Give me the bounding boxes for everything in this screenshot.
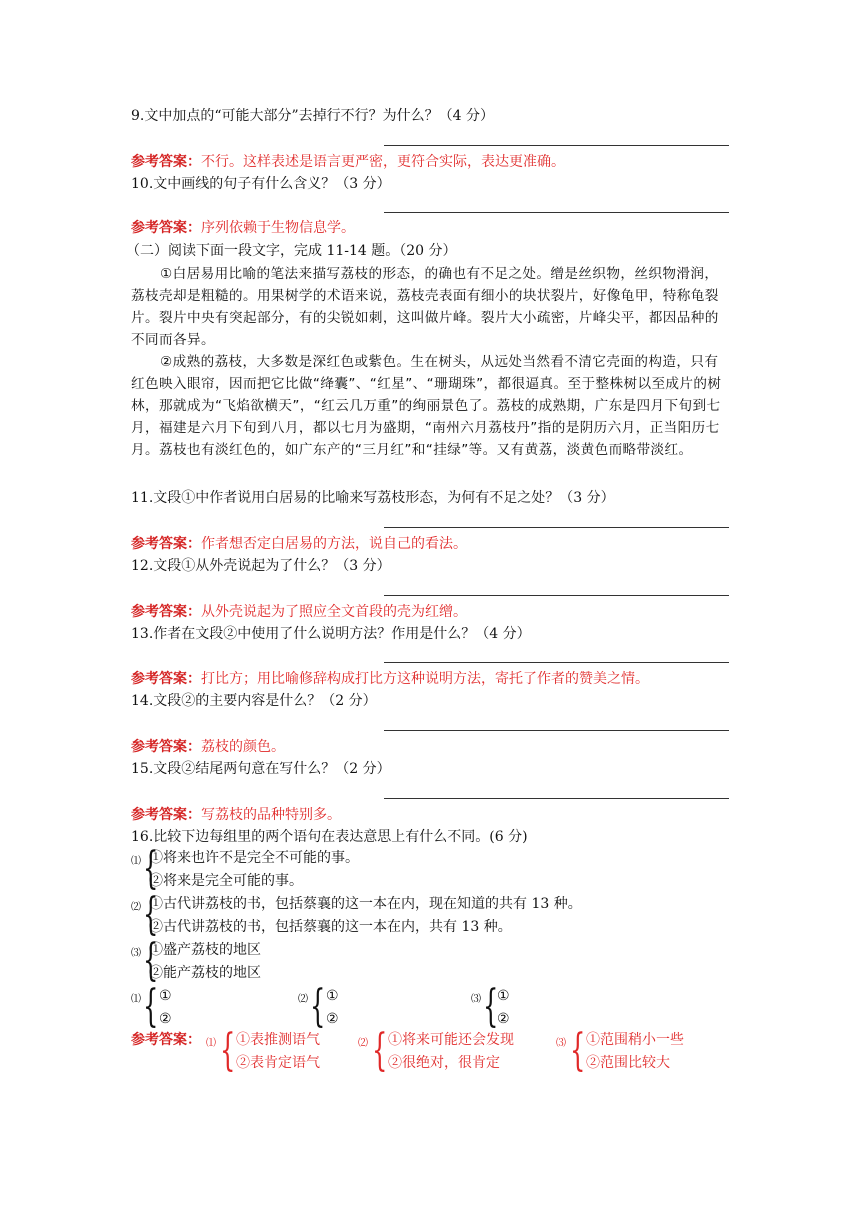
group-number: ⑴ bbox=[131, 994, 141, 1005]
sentence-b: ②能产荔枝的地区 bbox=[149, 965, 261, 981]
sentence-a: ①将来也许不是完全不可能的事。 bbox=[149, 850, 359, 866]
answer-a: ①表推测语气 bbox=[236, 1032, 320, 1048]
blank-b: ② bbox=[159, 1011, 172, 1027]
answer-text: 写荔枝的品种特别多。 bbox=[201, 807, 341, 823]
answer-a: ①将来可能还会发现 bbox=[388, 1032, 514, 1048]
passage-paragraph-2 bbox=[131, 351, 731, 461]
question-13: 13.作者在文段②中使用了什么说明方法？作用是什么？（4 分） bbox=[131, 626, 531, 642]
answer-9 bbox=[131, 152, 565, 172]
brace-icon: { bbox=[143, 889, 159, 940]
blank-a: ① bbox=[326, 988, 339, 1004]
sentence-a: ①盛产荔枝的地区 bbox=[149, 942, 261, 958]
group-number: ⑶ bbox=[471, 994, 481, 1005]
blank-group-3 bbox=[471, 981, 611, 1032]
answer-label: 参考答案： bbox=[131, 220, 201, 236]
answer-group-2 bbox=[358, 1025, 538, 1076]
answer-line-13 bbox=[384, 662, 729, 663]
question-12: 12.文段①从外壳说起为了什么？（3 分） bbox=[131, 558, 391, 574]
blank-a: ① bbox=[497, 988, 510, 1004]
sentence-a: ①古代讲荔枝的书，包括蔡襄的这一本在内，现在知道的共有 13 种。 bbox=[149, 896, 582, 912]
brace-icon: { bbox=[372, 1025, 388, 1076]
answer-label: 参考答案： bbox=[131, 807, 201, 823]
question-15: 15.文段②结尾两句意在写什么？（2 分） bbox=[131, 761, 391, 777]
section-heading: （二）阅读下面一段文字，完成 11-14 题。（20 分） bbox=[126, 243, 457, 259]
answer-label: 参考答案： bbox=[131, 739, 201, 755]
question-14: 14.文段②的主要内容是什么？（2 分） bbox=[131, 693, 377, 709]
answer-label: 参考答案： bbox=[131, 1032, 201, 1048]
answer-b: ②表肯定语气 bbox=[236, 1055, 320, 1071]
brace-icon: { bbox=[310, 981, 326, 1032]
blank-group-2 bbox=[298, 981, 438, 1032]
answer-b: ②范围比较大 bbox=[586, 1055, 670, 1071]
comparison-group-3 bbox=[131, 935, 731, 986]
answer-label: 参考答案： bbox=[131, 671, 201, 687]
answer-16-label bbox=[131, 1030, 201, 1050]
brace-icon: { bbox=[483, 981, 499, 1032]
answer-text: 不行。这样表述是语言更严密，更符合实际，表达更准确。 bbox=[201, 154, 565, 170]
answer-b: ②很绝对，很肯定 bbox=[388, 1055, 500, 1071]
paragraph-text: ②成熟的荔枝，大多数是深红色或紫色。生在树头，从远处当然看不清它壳面的构造，只有红色映入眼帘，因而把它比做“绛囊”、“红星”、“珊瑚珠”，都很逼真。至于整株树以至成片的树林，那就成为“飞焰欲横天”，“红云几万重”的绚丽景色了。荔枝的成熟期，广东是四月下旬到七月，福建是六月下旬到八月，都以七月为盛期，“南州六月荔枝丹”指的是阴历六月，正当阳历七月。荔枝也有淡红色的，如广东产的“三月红”和“挂绿”等。又有黄荔，淡黄色而略带淡红。 bbox=[131, 354, 722, 458]
answer-group-3 bbox=[556, 1025, 716, 1076]
answer-line-14 bbox=[384, 730, 729, 731]
answer-text: 荔枝的颜色。 bbox=[201, 739, 285, 755]
answer-label: 参考答案： bbox=[131, 604, 201, 620]
blank-group-1 bbox=[131, 981, 271, 1032]
answer-text: 打比方；用比喻修辞构成打比方这种说明方法，寄托了作者的赞美之情。 bbox=[201, 671, 649, 687]
group-number: ⑵ bbox=[131, 902, 141, 913]
comparison-group-2 bbox=[131, 889, 731, 940]
answer-11 bbox=[131, 534, 467, 554]
question-11: 11.文段①中作者说用白居易的比喻来写荔枝形态，为何有不足之处？（3 分） bbox=[131, 490, 615, 506]
answer-label: 参考答案： bbox=[131, 536, 201, 552]
paragraph-text: ①白居易用比喻的笔法来描写荔枝的形态，的确也有不足之处。缯是丝织物，丝织物滑润，荔枝壳却是粗糙的。用果树学的术语来说，荔枝壳表面有细小的块状裂片，好像龟甲，特称龟裂片。裂片中央有突起部分，有的尖锐如刺，这叫做片峰。裂片大小疏密，片峰尖平，都因品种的不同而各异。 bbox=[131, 266, 719, 348]
answer-text: 序列依赖于生物信息学。 bbox=[201, 220, 355, 236]
brace-icon: { bbox=[143, 981, 159, 1032]
passage-paragraph-1 bbox=[131, 263, 731, 351]
answer-group-1 bbox=[206, 1025, 336, 1076]
comparison-group-1 bbox=[131, 843, 731, 894]
sentence-b: ②古代讲荔枝的书，包括蔡襄的这一本在内，共有 13 种。 bbox=[149, 919, 512, 935]
blank-a: ① bbox=[159, 988, 172, 1004]
answer-line-15 bbox=[384, 798, 729, 799]
answer-10 bbox=[131, 218, 355, 238]
answer-15 bbox=[131, 805, 341, 825]
blank-b: ② bbox=[497, 1011, 510, 1027]
question-16: 16.比较下边每组里的两个语句在表达意思上有什么不同。(6 分) bbox=[131, 829, 528, 845]
brace-icon: { bbox=[570, 1025, 586, 1076]
answer-12 bbox=[131, 602, 467, 622]
question-9: 9.文中加点的“可能大部分”去掉行不行？为什么？（4 分） bbox=[131, 108, 495, 124]
brace-icon: { bbox=[143, 935, 159, 986]
group-number: ⑶ bbox=[131, 948, 141, 959]
group-number: ⑵ bbox=[358, 1038, 368, 1049]
answer-line-11 bbox=[384, 527, 729, 528]
group-number: ⑶ bbox=[556, 1038, 566, 1049]
group-number: ⑴ bbox=[206, 1038, 216, 1049]
answer-14 bbox=[131, 737, 285, 757]
answer-text: 从外壳说起为了照应全文首段的壳为红缯。 bbox=[201, 604, 467, 620]
answer-line-12 bbox=[384, 595, 729, 596]
sentence-b: ②将来是完全可能的事。 bbox=[149, 873, 303, 889]
question-10: 10.文中画线的句子有什么含义？（3 分） bbox=[131, 176, 391, 192]
group-number: ⑵ bbox=[298, 994, 308, 1005]
blank-b: ② bbox=[326, 1011, 339, 1027]
answer-a: ①范围稍小一些 bbox=[586, 1032, 684, 1048]
answer-label: 参考答案： bbox=[131, 154, 201, 170]
brace-icon: { bbox=[143, 843, 159, 894]
answer-13 bbox=[131, 669, 649, 689]
brace-icon: { bbox=[220, 1025, 236, 1076]
group-number: ⑴ bbox=[131, 856, 141, 867]
answer-line-10 bbox=[384, 212, 729, 213]
answer-text: 作者想否定白居易的方法，说自己的看法。 bbox=[201, 536, 467, 552]
answer-line-9 bbox=[384, 145, 729, 146]
